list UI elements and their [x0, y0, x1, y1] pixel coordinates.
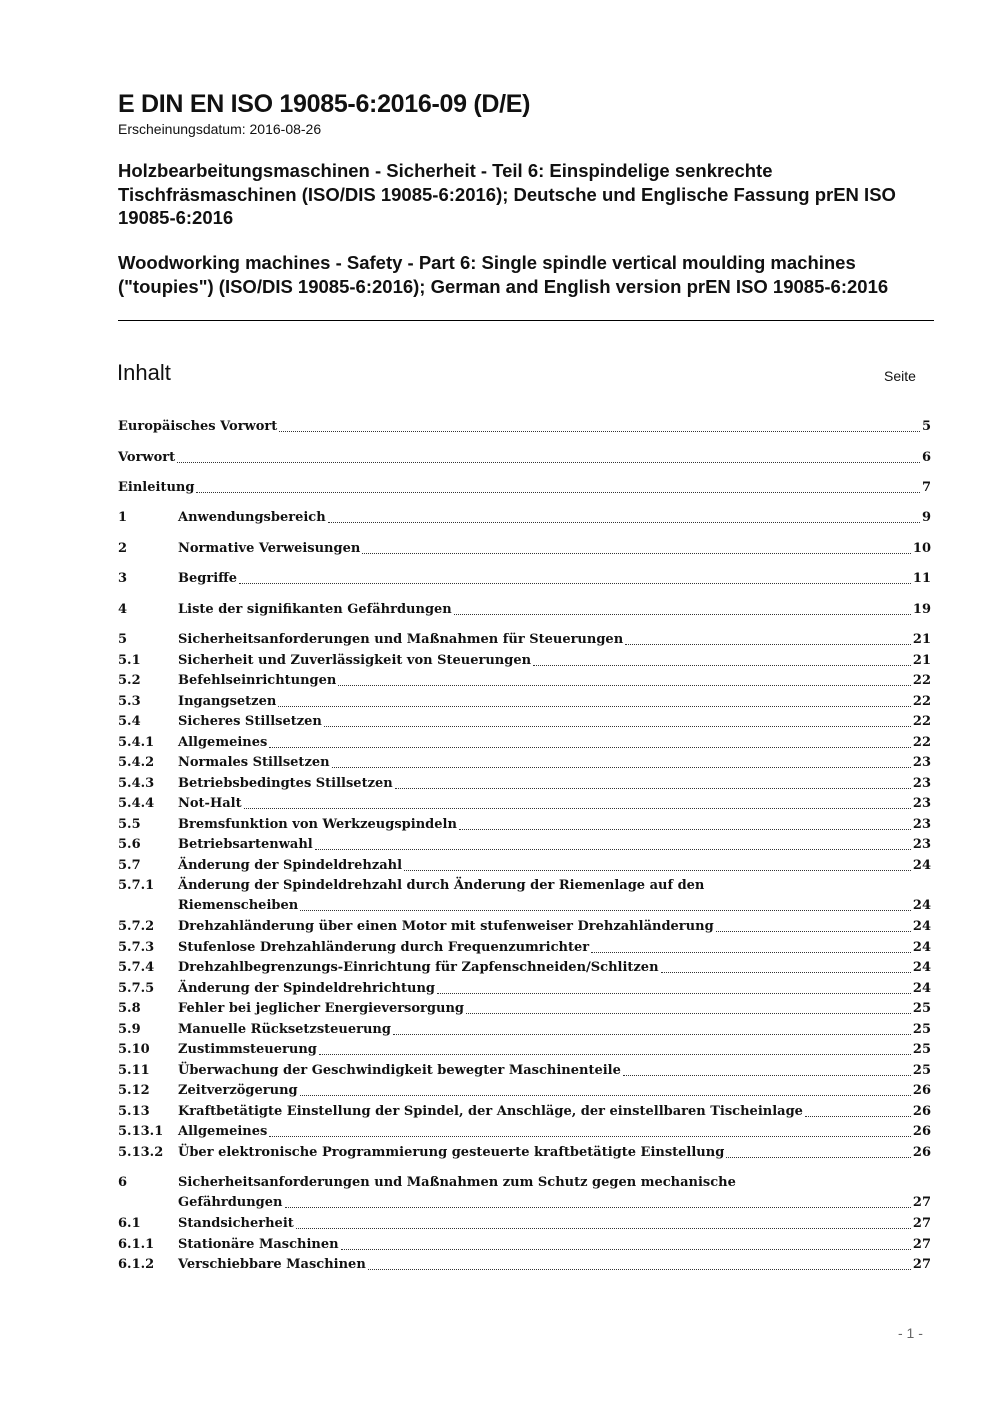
toc-entry-page: 7: [921, 480, 931, 495]
toc-entry-number: 5.5: [118, 817, 141, 832]
toc-entry-number: 1: [118, 510, 128, 525]
toc-entry-title: Zustimmsteuerung: [178, 1042, 317, 1057]
toc-entry-title: Betriebsbedingtes Stillsetzen: [178, 776, 393, 791]
toc-entry[interactable]: [118, 712, 931, 732]
toc-dot-leader: [393, 1034, 911, 1035]
toc-dot-leader: [625, 644, 911, 645]
toc-entry-number: 3: [118, 571, 128, 586]
toc-entry-title: Allgemeines: [178, 735, 268, 750]
toc-dot-leader: [332, 767, 911, 768]
toc-entry[interactable]: [118, 979, 931, 999]
toc-entry-page: 9: [921, 510, 931, 525]
toc-dot-leader: [269, 1136, 911, 1137]
toc-entry-title: Europäisches Vorwort: [118, 419, 278, 434]
toc-entry[interactable]: [118, 1102, 931, 1122]
toc-entry-page: 24: [912, 960, 931, 975]
toc-entry-page: 23: [912, 796, 931, 811]
header-divider: [118, 320, 934, 321]
toc-entry-number: 6.1.1: [118, 1237, 155, 1252]
toc-entry-number: 5.7.3: [118, 940, 155, 955]
toc-entry-title: Sicheres Stillsetzen: [178, 714, 322, 729]
toc-dot-leader: [300, 1095, 911, 1096]
toc-entry-number: 5.7.2: [118, 919, 155, 934]
toc-entry-number: 5.4.4: [118, 796, 155, 811]
toc-dot-leader: [328, 522, 920, 523]
toc-entry-title: Stationäre Maschinen: [178, 1237, 339, 1252]
toc-entry-number: 5.6: [118, 837, 141, 852]
toc-entry-page: 23: [912, 755, 931, 770]
toc-dot-leader: [239, 583, 911, 584]
toc-entry-page: 26: [912, 1083, 931, 1098]
toc-entry-page: 23: [912, 817, 931, 832]
toc-dot-leader: [454, 614, 911, 615]
toc-entry-page: 19: [912, 602, 931, 617]
toc-entry-number: 5.10: [118, 1042, 150, 1057]
toc-dot-leader: [244, 808, 911, 809]
toc-entry[interactable]: [118, 417, 931, 437]
toc-entry-number: 5.7.4: [118, 960, 155, 975]
toc-entry-title: Drehzahlbegrenzungs-Einrichtung für Zapfenschneiden/Schlitzen: [178, 960, 659, 975]
toc-entry[interactable]: [118, 1235, 931, 1255]
toc-dot-leader: [362, 553, 911, 554]
toc-entry[interactable]: [118, 1143, 931, 1163]
toc-entry[interactable]: [118, 917, 931, 937]
toc-entry[interactable]: [118, 651, 931, 671]
toc-entry-page: 25: [912, 1063, 931, 1078]
toc-entry-title: Vorwort: [118, 450, 176, 465]
toc-dot-leader: [805, 1116, 911, 1117]
toc-entry-title: Allgemeines: [178, 1124, 268, 1139]
toc-dot-leader: [623, 1075, 911, 1076]
toc-entry[interactable]: [118, 600, 931, 620]
toc-page-column-label: Seite: [884, 368, 916, 384]
toc-entry[interactable]: [118, 569, 931, 589]
toc-entry-page: 21: [912, 653, 931, 668]
toc-entry-title: Änderung der Spindeldrehzahl: [178, 858, 403, 873]
toc-entry[interactable]: [118, 753, 931, 773]
toc-entry-page: 22: [912, 694, 931, 709]
toc-entry-number: 5.13.1: [118, 1124, 164, 1139]
toc-entry-page: 27: [912, 1216, 931, 1231]
toc-dot-leader: [341, 1249, 911, 1250]
toc-entry-number: 5.4.1: [118, 735, 155, 750]
toc-entry-number: 5.13.2: [118, 1145, 164, 1160]
toc-entry-page: 26: [912, 1145, 931, 1160]
toc-entry-title: Not-Halt: [178, 796, 242, 811]
publication-date: Erscheinungsdatum: 2016-08-26: [118, 121, 322, 137]
toc-entry[interactable]: [118, 1081, 931, 1101]
toc-entry[interactable]: [118, 815, 931, 835]
toc-entry-number: 5.2: [118, 673, 141, 688]
toc-entry-page: 24: [912, 940, 931, 955]
toc-dot-leader: [716, 931, 911, 932]
toc-entry-number: 5.4.2: [118, 755, 155, 770]
toc-entry-title: Sicherheit und Zuverlässigkeit von Steuerungen: [178, 653, 532, 668]
toc-entry-number: 5.3: [118, 694, 141, 709]
toc-entry[interactable]: [118, 774, 931, 794]
toc-entry-title: Standsicherheit: [178, 1216, 294, 1231]
toc-dot-leader: [279, 431, 920, 432]
toc-entry-title: Normales Stillsetzen: [178, 755, 330, 770]
toc-entry-title: Verschiebbare Maschinen: [178, 1257, 366, 1272]
toc-dot-leader: [466, 1013, 911, 1014]
toc-entry-number: 6.1: [118, 1216, 141, 1231]
toc-entry-page: 21: [912, 632, 931, 647]
toc-entry-title: Anwendungsbereich: [178, 510, 326, 525]
toc-heading: Inhalt: [117, 360, 171, 385]
toc-entry-title: Drehzahländerung über einen Motor mit stufenweiser Drehzahländerung: [178, 919, 714, 934]
toc-entry-title-continuation: Gefährdungen: [178, 1195, 283, 1210]
toc-entry-title: Fehler bei jeglicher Energieversorgung: [178, 1001, 464, 1016]
toc-entry-number: 5.7.5: [118, 981, 155, 996]
toc-entry-page: 6: [921, 450, 931, 465]
toc-entry-number: 5.1: [118, 653, 141, 668]
toc-entry[interactable]: [118, 999, 931, 1019]
toc-dot-leader: [296, 1228, 911, 1229]
toc-dot-leader: [177, 462, 920, 463]
toc-entry[interactable]: [118, 448, 931, 468]
toc-entry[interactable]: [118, 794, 931, 814]
toc-entry-title: Befehlseinrichtungen: [178, 673, 337, 688]
toc-entry-page: 25: [912, 1022, 931, 1037]
toc-dot-leader: [368, 1269, 911, 1270]
toc-entry-number: 4: [118, 602, 128, 617]
toc-entry-number: 5.4: [118, 714, 141, 729]
toc-entry-title: Sicherheitsanforderungen und Maßnahmen für Steuerungen: [178, 632, 624, 647]
toc-entry-page: 24: [912, 858, 931, 873]
title-german: Holzbearbeitungsmaschinen - Sicherheit - Teil 6: Einspindelige senkrechte Tischfräsmaschinen (ISO/DIS 19085-6:2016); Deutsche und Englische Fassung prEN ISO 19085-6:2016: [118, 160, 896, 228]
toc-entry-number: 5.8: [118, 1001, 141, 1016]
toc-entry-number: 6.1.2: [118, 1257, 155, 1272]
toc-dot-leader: [437, 993, 911, 994]
toc-entry-page: 23: [912, 837, 931, 852]
toc-dot-leader: [269, 747, 911, 748]
toc-entry-page: 25: [912, 1001, 931, 1016]
toc-entry-number: 5: [118, 632, 128, 647]
toc-entry-title: Bremsfunktion von Werkzeugspindeln: [178, 817, 457, 832]
toc-entry[interactable]: [118, 671, 931, 691]
toc-entry[interactable]: [118, 1173, 931, 1213]
toc-entry-number: 5.7: [118, 858, 141, 873]
toc-entry[interactable]: [118, 1040, 931, 1060]
document-id: E DIN EN ISO 19085-6:2016-09 (D/E): [118, 90, 531, 118]
toc-entry-title: Änderung der Spindeldrehzahl durch Änderung der Riemenlage auf den: [178, 878, 705, 893]
toc-entry-title: Über elektronische Programmierung gesteuerte kraftbetätigte Einstellung: [178, 1145, 725, 1160]
toc-entry-page: 27: [912, 1237, 931, 1252]
toc-dot-leader: [591, 952, 911, 953]
toc-entry-title: Stufenlose Drehzahländerung durch Frequenzumrichter: [178, 940, 590, 955]
toc-entry-number: 5.13: [118, 1104, 150, 1119]
toc-dot-leader: [726, 1157, 911, 1158]
toc-entry[interactable]: [118, 1020, 931, 1040]
toc-entry-page: 26: [912, 1104, 931, 1119]
toc-entry-title: Betriebsartenwahl: [178, 837, 313, 852]
toc-entry-title: Überwachung der Geschwindigkeit bewegter Maschinenteile: [178, 1063, 621, 1078]
toc-entry-page: 24: [912, 919, 931, 934]
toc-entry[interactable]: [118, 478, 931, 498]
toc-entry-title: Kraftbetätigte Einstellung der Spindel, der Anschläge, der einstellbaren Tischeinlage: [178, 1104, 803, 1119]
toc-entry-page: 27: [912, 1257, 931, 1272]
toc-entry-page: 11: [912, 571, 931, 586]
toc-entry-page: 27: [912, 1195, 931, 1210]
toc-entry[interactable]: [118, 630, 931, 650]
toc-entry-number: 6: [118, 1175, 128, 1190]
toc-entry[interactable]: [118, 1255, 931, 1275]
toc-entry-number: 5.4.3: [118, 776, 155, 791]
toc-entry[interactable]: [118, 539, 931, 559]
toc-entry-title: Liste der signifikanten Gefährdungen: [178, 602, 452, 617]
toc-entry-page: 5: [921, 419, 931, 434]
toc-entry[interactable]: [118, 1214, 931, 1234]
toc-dot-leader: [533, 665, 911, 666]
toc-entry-title: Zeitverzögerung: [178, 1083, 298, 1098]
toc-entry-number: 5.12: [118, 1083, 150, 1098]
toc-entry[interactable]: [118, 876, 931, 916]
toc-entry[interactable]: [118, 1122, 931, 1142]
toc-dot-leader: [404, 870, 911, 871]
toc-entry-page: 22: [912, 714, 931, 729]
toc-entry-title: Änderung der Spindeldrehrichtung: [178, 981, 435, 996]
toc-entry[interactable]: [118, 835, 931, 855]
toc-entry-title: Normative Verweisungen: [178, 541, 361, 556]
toc-entry[interactable]: [118, 958, 931, 978]
toc-entry-page: 22: [912, 735, 931, 750]
toc-dot-leader: [319, 1054, 911, 1055]
toc-entry-page: 24: [912, 981, 931, 996]
toc-entry-page: 26: [912, 1124, 931, 1139]
toc-entry-page: 10: [912, 541, 931, 556]
toc-entry-title: Sicherheitsanforderungen und Maßnahmen zum Schutz gegen mechanische: [178, 1175, 736, 1190]
title-english: Woodworking machines - Safety - Part 6: Single spindle vertical moulding machines ("toupies") (ISO/DIS 19085-6:2016); German and English version prEN ISO 19085-6:2016: [118, 252, 889, 297]
toc-entry[interactable]: [118, 692, 931, 712]
toc-entry-number: 5.11: [118, 1063, 150, 1078]
toc-dot-leader: [395, 788, 911, 789]
toc-dot-leader: [278, 706, 911, 707]
page-number: - 1 -: [898, 1325, 923, 1341]
toc-entry[interactable]: [118, 856, 931, 876]
toc-entry-title-continuation: Riemenscheiben: [178, 898, 299, 913]
toc-entry-title: Manuelle Rücksetzsteuerung: [178, 1022, 391, 1037]
toc-dot-leader: [300, 910, 911, 911]
toc-entry[interactable]: [118, 938, 931, 958]
toc-dot-leader: [285, 1207, 911, 1208]
toc-entry-page: 24: [912, 898, 931, 913]
toc-dot-leader: [196, 492, 920, 493]
toc-entry-number: 5.9: [118, 1022, 141, 1037]
toc-entry[interactable]: [118, 1061, 931, 1081]
toc-entry-number: 2: [118, 541, 128, 556]
toc-dot-leader: [661, 972, 911, 973]
toc-entry-page: 22: [912, 673, 931, 688]
toc-entry-title: Ingangsetzen: [178, 694, 277, 709]
toc-entry-title: Einleitung: [118, 480, 195, 495]
toc-entry-title: Begriffe: [178, 571, 238, 586]
toc-entry-page: 23: [912, 776, 931, 791]
toc-dot-leader: [315, 849, 911, 850]
toc-entry[interactable]: [118, 733, 931, 753]
toc-dot-leader: [459, 829, 911, 830]
toc-entry-page: 25: [912, 1042, 931, 1057]
toc-entry[interactable]: [118, 508, 931, 528]
toc-entry-number: 5.7.1: [118, 878, 155, 893]
toc-dot-leader: [324, 726, 911, 727]
toc-dot-leader: [338, 685, 911, 686]
